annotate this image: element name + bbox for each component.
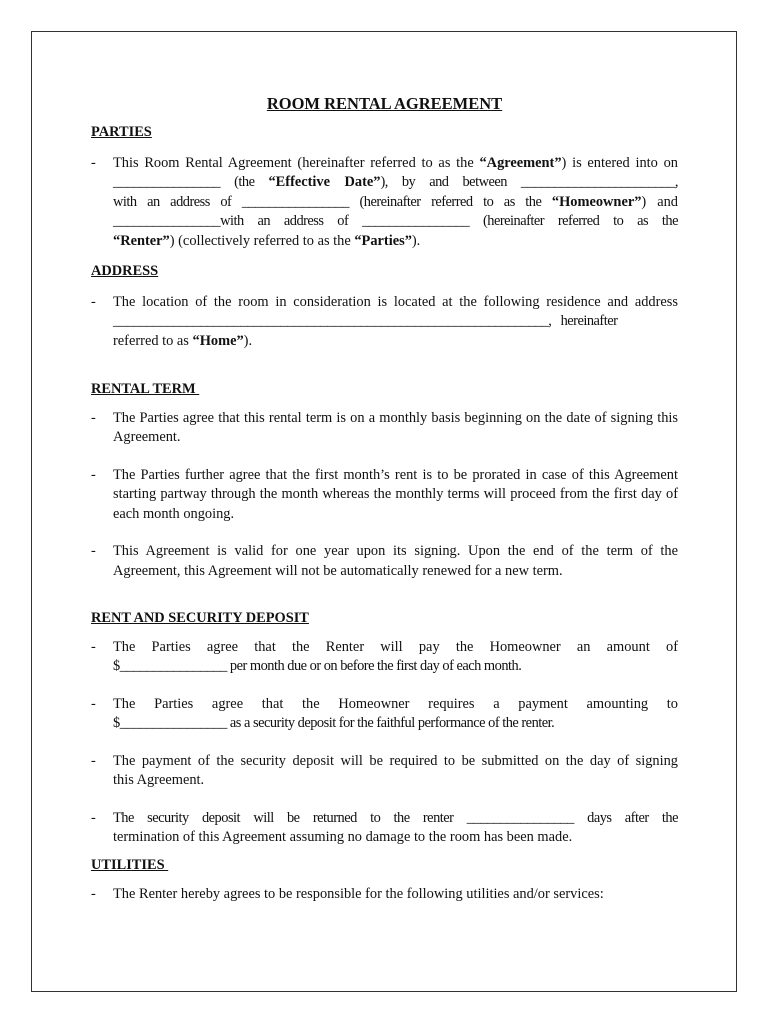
text-line: The security deposit will be returned to the renter ________________ days after the [113, 809, 678, 826]
paragraph-text: The Parties agree that this rental term is on a monthly basis beginning on the date of signing this Agreement. [113, 409, 678, 445]
document-body [91, 93, 678, 905]
document-page [31, 31, 737, 992]
bullet-dash: - [91, 293, 96, 310]
paragraph-text: The Renter hereby agrees to be responsible for the following utilities and/or services: [113, 886, 604, 902]
bullet-dash: - [91, 695, 96, 712]
utilities-paragraph [91, 885, 678, 905]
text-line: This Room Rental Agreement (hereinafter referred to as the “Agreement”) is entered into on [113, 154, 678, 171]
text-line: ________________ (the “Effective Date”), by and between _______________________, [113, 174, 679, 190]
text-line: with an address of ________________ (hereinafter referred to as the “Homeowner”) and [113, 193, 678, 210]
rental-term-paragraph [91, 466, 678, 525]
paragraph-text: This Agreement is valid for one year upon its signing. Upon the end of the term of the Agreement, this Agreement will not be automatically renewed for a new term. [113, 543, 678, 579]
text-line: referred to as “Home”). [113, 332, 253, 349]
text-line: The Parties agree that the Homeowner requires a payment amounting to [113, 695, 678, 712]
rental-term-paragraph [91, 542, 678, 581]
bullet-dash: - [91, 543, 96, 559]
document-title: ROOM RENTAL AGREEMENT [266, 94, 503, 113]
bullet-dash: - [91, 154, 96, 171]
text-line: “Renter”) (collectively referred to as the “Parties”). [113, 232, 421, 249]
text-line: ________________with an address of ________________ (hereinafter referred to as the [113, 213, 678, 229]
parties-paragraph [91, 154, 678, 252]
text-line: this Agreement. [113, 772, 205, 788]
bullet-dash: - [91, 409, 96, 426]
text-line: The location of the room in consideration is located at the following residence and address [113, 293, 678, 310]
rent-deposit-paragraph [91, 752, 678, 791]
section-heading-address: ADDRESS [91, 263, 159, 279]
text-line: The payment of the security deposit will be required to be submitted on the day of signing [113, 752, 678, 769]
text-line: $________________ as a security deposit for the faithful performance of the renter. [113, 715, 555, 731]
bullet-dash: - [91, 638, 96, 655]
text-line: $________________ per month due or on before the first day of each month. [113, 658, 522, 674]
paragraph-text: The Parties further agree that the first month’s rent is to be prorated in case of this Agreement starting partway through the month whereas the monthly terms will proceed from the first day of each month ongoing. [113, 466, 678, 522]
section-heading-utilities: UTILITIES [91, 856, 169, 873]
bullet-dash: - [91, 466, 96, 483]
text-line: _________________________________________________________________, hereinafter [113, 313, 618, 329]
section-heading-rental-term: RENTAL TERM [91, 381, 200, 397]
rental-term-paragraph [91, 409, 678, 448]
bullet-dash: - [91, 886, 96, 902]
rent-deposit-paragraph [91, 638, 678, 677]
bullet-dash: - [91, 752, 96, 769]
rent-deposit-paragraph [91, 809, 678, 848]
text-line: The Parties agree that the Renter will pay the Homeowner an amount of [113, 638, 678, 655]
bullet-dash: - [91, 809, 96, 826]
rent-deposit-paragraph [91, 695, 678, 734]
section-heading-parties: PARTIES [91, 124, 152, 140]
address-paragraph [91, 293, 678, 352]
section-heading-rent-deposit: RENT AND SECURITY DEPOSIT [91, 610, 309, 626]
text-line: termination of this Agreement assuming no damage to the room has been made. [113, 829, 573, 845]
